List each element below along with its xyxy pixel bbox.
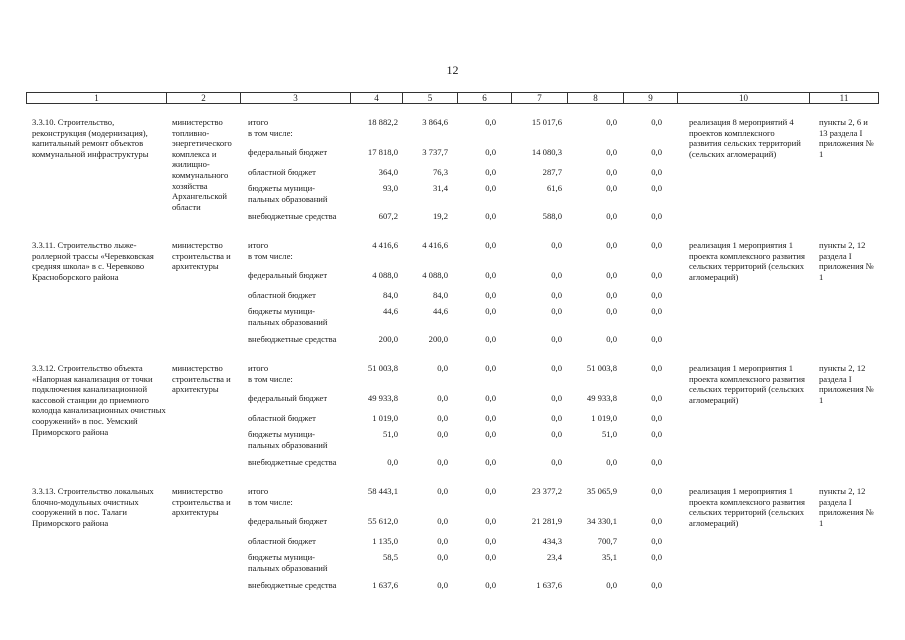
expected-result: реализация 1 мероприятия 1 проекта комплексного развития сельских территорий (сельских агломераций) [689,486,805,528]
funding-value: 0,0 [651,270,662,280]
funding-value: 19,2 [432,211,448,221]
col-header: 4 [351,93,403,104]
responsible-ministry: министерство строительства и архитектуры [172,486,231,518]
funding-value: 588,0 [542,211,562,221]
funding-source-label [248,290,353,301]
funding-source-label [248,580,353,591]
funding-value: 0,0 [485,457,496,467]
funding-value: 76,3 [432,167,448,177]
funding-value: 0,0 [437,363,448,373]
funding-value: 51,0 [601,429,617,439]
funding-source-line: итого [248,240,269,250]
funding-value: 0,0 [606,270,617,280]
funding-source-line: областной бюджет [248,413,316,423]
funding-source-label [248,457,353,468]
funding-value: 0,0 [485,147,496,157]
expected-result: реализация 1 мероприятия 1 проекта комплексного развития сельских территорий (сельских агломераций) [689,240,805,282]
funding-source-line: внебюджетные средства [248,580,337,590]
funding-value: 0,0 [485,580,496,590]
funding-source-label [248,334,353,345]
measure-name: 3.3.11. Строительство лыже-роллерной трассы «Черевковская средняя школа» в с. Черевково Красноборского района [32,240,154,282]
reference-points: пункты 2, 12 раздела I приложения № 1 [819,363,875,405]
funding-value: 21 281,9 [531,516,562,526]
funding-value: 0,0 [485,270,496,280]
funding-value: 1 637,6 [372,580,398,590]
funding-value: 51,0 [382,429,398,439]
funding-value: 0,0 [551,457,562,467]
funding-value: 0,0 [651,240,662,250]
funding-source-label [248,363,353,384]
funding-value: 0,0 [437,552,448,562]
funding-value: 0,0 [437,516,448,526]
measure-name: 3.3.13. Строительство локальных блочно-модульных очистных сооружений в пос. Талаги Приморского района [32,486,154,528]
funding-value: 0,0 [606,211,617,221]
funding-source-line: итого [248,117,269,127]
funding-value: 0,0 [485,429,496,439]
funding-source-line: областной бюджет [248,290,316,300]
funding-value: 0,0 [651,486,662,496]
funding-value: 0,0 [651,393,662,403]
funding-value: 364,0 [378,167,398,177]
funding-source-subline: пальных образований [248,439,328,450]
funding-source-label [248,306,353,327]
col-header: 3 [241,93,351,104]
funding-value: 0,0 [485,240,496,250]
funding-source-label [248,516,353,527]
funding-source-label [248,413,353,424]
funding-value: 3 864,6 [422,117,448,127]
funding-source-line: федеральный бюджет [248,147,328,157]
funding-value: 0,0 [606,290,617,300]
page-number: 12 [446,63,459,77]
col-header: 8 [568,93,624,104]
funding-value: 4 416,6 [372,240,398,250]
funding-source-subline: в том числе: [248,496,293,507]
funding-value: 0,0 [551,290,562,300]
funding-source-label [248,393,353,404]
funding-value: 55 612,0 [367,516,398,526]
funding-source-label [248,270,353,281]
funding-value: 0,0 [606,580,617,590]
funding-source-line: внебюджетные средства [248,211,337,221]
funding-source-line: федеральный бюджет [248,393,328,403]
funding-value: 15 017,6 [531,117,562,127]
funding-value: 31,4 [432,183,448,193]
funding-value: 0,0 [485,117,496,127]
funding-source-subline: в том числе: [248,250,293,261]
funding-value: 0,0 [651,536,662,546]
funding-source-line: внебюджетные средства [248,334,337,344]
funding-value: 0,0 [606,240,617,250]
funding-value: 0,0 [651,429,662,439]
funding-value: 0,0 [551,306,562,316]
funding-source-line: внебюджетные средства [248,457,337,467]
funding-value: 1 637,6 [536,580,562,590]
funding-value: 0,0 [606,306,617,316]
funding-value: 0,0 [651,363,662,373]
funding-value: 0,0 [651,167,662,177]
funding-value: 0,0 [551,240,562,250]
funding-value: 49 933,8 [367,393,398,403]
funding-value: 0,0 [551,334,562,344]
funding-value: 44,6 [432,306,448,316]
funding-value: 0,0 [485,552,496,562]
funding-value: 0,0 [606,183,617,193]
funding-value: 84,0 [382,290,398,300]
funding-value: 35 065,9 [586,486,617,496]
funding-value: 0,0 [651,183,662,193]
funding-value: 0,0 [485,516,496,526]
funding-value: 0,0 [651,290,662,300]
funding-value: 0,0 [551,363,562,373]
funding-source-subline: пальных образований [248,193,328,204]
funding-value: 0,0 [387,457,398,467]
funding-value: 0,0 [437,536,448,546]
funding-value: 0,0 [485,183,496,193]
funding-value: 700,7 [597,536,617,546]
funding-source-label [248,211,353,222]
col-header: 6 [458,93,512,104]
funding-source-label [248,536,353,547]
funding-value: 0,0 [437,393,448,403]
funding-value: 4 088,0 [422,270,448,280]
funding-value: 0,0 [551,413,562,423]
funding-source-line: федеральный бюджет [248,270,328,280]
reference-points: пункты 2, 12 раздела I приложения № 1 [819,486,875,528]
funding-value: 0,0 [606,334,617,344]
funding-source-line: итого [248,486,269,496]
funding-value: 14 080,3 [531,147,562,157]
reference-points: пункты 2, 6 и 13 раздела I приложения № 1 [819,117,875,159]
funding-value: 0,0 [651,211,662,221]
funding-value: 0,0 [651,306,662,316]
funding-source-line: бюджеты муници- [248,306,316,316]
col-header: 7 [512,93,568,104]
funding-value: 0,0 [485,363,496,373]
expected-result: реализация 8 мероприятий 4 проектов комплексного развития сельских территорий (сельских агломераций) [689,117,801,159]
responsible-ministry: министерство строительства и архитектуры [172,363,231,395]
funding-value: 0,0 [651,552,662,562]
funding-value: 61,6 [546,183,562,193]
funding-value: 0,0 [485,334,496,344]
funding-source-label [248,429,353,450]
expected-result: реализация 1 мероприятия 1 проекта комплексного развития сельских территорий (сельских агломераций) [689,363,805,405]
funding-value: 0,0 [485,536,496,546]
responsible-ministry: министерство строительства и архитектуры [172,240,231,272]
col-header: 5 [403,93,458,104]
funding-value: 0,0 [485,167,496,177]
funding-value: 0,0 [606,167,617,177]
funding-value: 0,0 [651,147,662,157]
col-header: 2 [167,93,241,104]
funding-source-subline: в том числе: [248,373,293,384]
funding-value: 35,1 [601,552,617,562]
funding-value: 84,0 [432,290,448,300]
funding-value: 0,0 [551,393,562,403]
funding-source-subline: пальных образований [248,316,328,327]
funding-source-line: бюджеты муници- [248,552,316,562]
col-header: 1 [27,93,167,104]
funding-source-label [248,486,353,507]
funding-source-label [248,147,353,158]
funding-source-line: федеральный бюджет [248,516,328,526]
funding-value: 0,0 [437,580,448,590]
funding-value: 0,0 [485,486,496,496]
measure-name: 3.3.12. Строительство объекта «Напорная канализация от точки подключения канализационной кассовой станции до приемного колодца канализационных очистных сооружений» в пос. Уемский Приморского района [32,363,166,437]
column-header-row [26,92,879,104]
funding-value: 0,0 [651,516,662,526]
funding-value: 1 019,0 [591,413,617,423]
funding-value: 49 933,8 [586,393,617,403]
funding-value: 0,0 [651,117,662,127]
funding-value: 0,0 [551,270,562,280]
funding-source-line: областной бюджет [248,536,316,546]
funding-value: 0,0 [606,117,617,127]
funding-value: 0,0 [485,211,496,221]
funding-value: 1 135,0 [372,536,398,546]
funding-value: 18 882,2 [367,117,398,127]
funding-source-label [248,117,353,138]
funding-value: 0,0 [485,393,496,403]
funding-value: 0,0 [485,413,496,423]
funding-value: 51 003,8 [586,363,617,373]
funding-value: 0,0 [485,290,496,300]
funding-value: 0,0 [551,429,562,439]
funding-value: 93,0 [382,183,398,193]
funding-value: 51 003,8 [367,363,398,373]
funding-value: 0,0 [485,306,496,316]
funding-source-label [248,240,353,261]
funding-source-line: бюджеты муници- [248,183,316,193]
col-header: 10 [678,93,810,104]
funding-value: 23 377,2 [531,486,562,496]
funding-value: 58,5 [382,552,398,562]
responsible-ministry: министерство топливно-энергетического комплекса и жилищно-коммунального хозяйства Архангельской области [172,117,232,212]
funding-value: 200,0 [428,334,448,344]
funding-value: 0,0 [437,413,448,423]
funding-value: 3 737,7 [422,147,448,157]
funding-value: 44,6 [382,306,398,316]
funding-source-label [248,167,353,178]
funding-value: 58 443,1 [367,486,398,496]
funding-value: 17 818,0 [367,147,398,157]
funding-value: 0,0 [651,580,662,590]
col-header: 9 [624,93,678,104]
funding-source-subline: пальных образований [248,562,328,573]
funding-value: 34 330,1 [586,516,617,526]
funding-value: 607,2 [378,211,398,221]
funding-value: 1 019,0 [372,413,398,423]
funding-value: 0,0 [437,486,448,496]
funding-value: 0,0 [651,457,662,467]
reference-points: пункты 2, 12 раздела I приложения № 1 [819,240,875,282]
funding-value: 0,0 [437,429,448,439]
funding-source-label [248,183,353,204]
measure-name: 3.3.10. Строительство, реконструкция (модернизация), капитальный ремонт объектов коммунальной инфраструктуры [32,117,149,159]
funding-value: 23,4 [546,552,562,562]
funding-source-line: областной бюджет [248,167,316,177]
funding-value: 200,0 [378,334,398,344]
funding-value: 0,0 [606,147,617,157]
funding-source-label [248,552,353,573]
funding-value: 4 088,0 [372,270,398,280]
funding-value: 0,0 [651,334,662,344]
funding-value: 0,0 [606,457,617,467]
funding-source-line: итого [248,363,269,373]
funding-source-line: бюджеты муници- [248,429,316,439]
funding-source-subline: в том числе: [248,127,293,138]
funding-value: 0,0 [437,457,448,467]
funding-value: 4 416,6 [422,240,448,250]
col-header: 11 [810,93,879,104]
funding-value: 0,0 [651,413,662,423]
funding-value: 434,3 [542,536,562,546]
funding-value: 287,7 [542,167,562,177]
